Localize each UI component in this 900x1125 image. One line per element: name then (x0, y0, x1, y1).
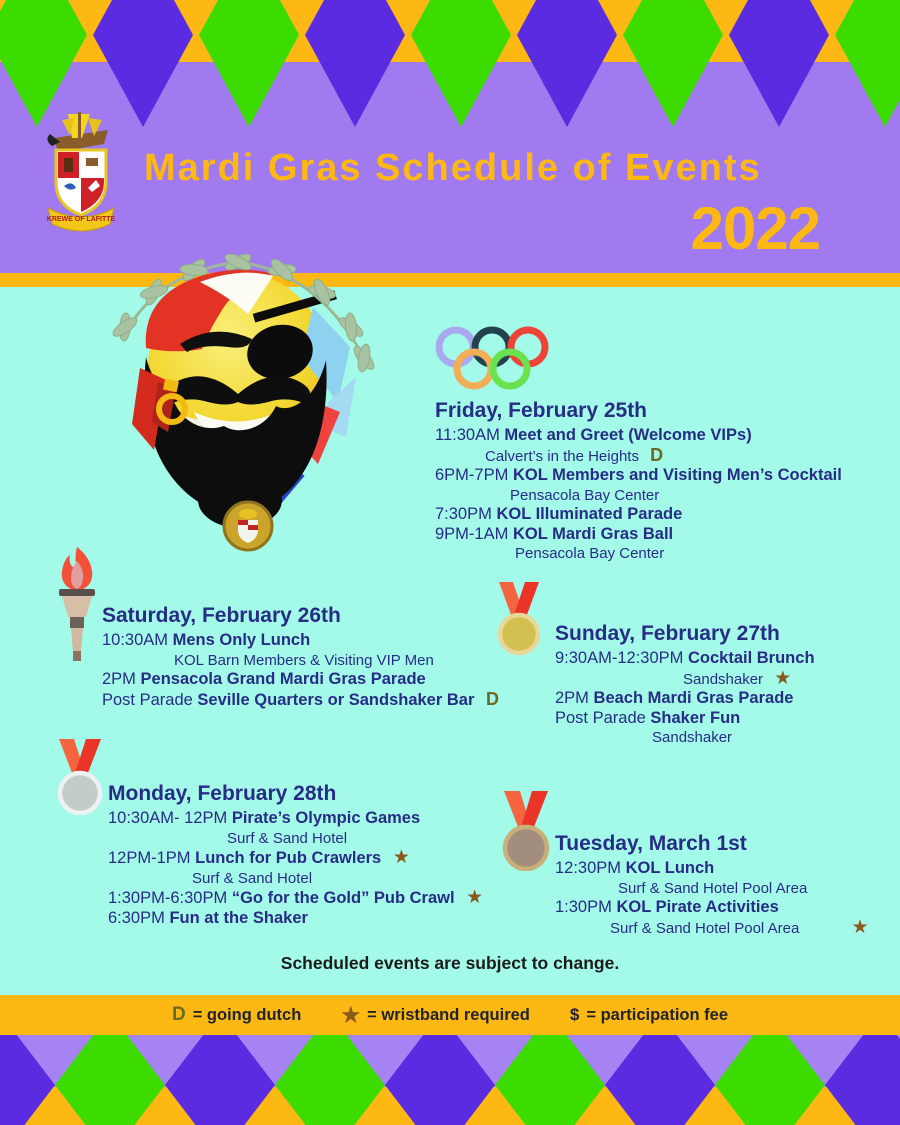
event-location-line (435, 486, 842, 506)
bronze-medal-icon (494, 791, 558, 871)
event-name: Shaker Fun (650, 708, 741, 727)
event-location: Surf & Sand Hotel (227, 829, 348, 847)
event-time: 12PM-1PM (108, 849, 191, 867)
event-time: 12:30PM (555, 859, 622, 877)
event-time: 11:30AM (435, 426, 500, 444)
event-line (108, 909, 483, 929)
event-line (435, 466, 842, 486)
day-title: Tuesday, March 1st (555, 832, 747, 855)
day-block-tuesday (555, 831, 869, 938)
legend-band (0, 995, 900, 1035)
day-title: Saturday, February 26th (102, 604, 341, 627)
going-dutch-symbol: D (171, 1004, 186, 1025)
event-time: 1:30PM (555, 898, 612, 916)
poster-title: Mardi Gras Schedule of Events (144, 147, 762, 189)
wristband-star-icon: ★ (851, 916, 869, 938)
event-name: Seville Quarters or Sandshaker Bar (197, 690, 475, 709)
poster-year: 2022 (690, 195, 820, 262)
event-line (108, 809, 483, 829)
event-line (435, 525, 842, 545)
olympic-rings-icon (435, 323, 550, 395)
legend-item-fee (570, 1005, 728, 1025)
wristband-star-icon: ★ (466, 887, 484, 908)
event-line (555, 649, 815, 669)
legend-text: = going dutch (192, 1005, 302, 1024)
event-name: Pirate’s Olympic Games (231, 809, 421, 827)
event-time: 10:30AM- 12PM (108, 809, 228, 827)
event-line (102, 631, 499, 651)
event-location-line (102, 651, 499, 671)
legend-text: = participation fee (586, 1005, 729, 1024)
event-location-line (555, 879, 869, 899)
day-block-sunday (555, 621, 815, 748)
schedule-note: Scheduled events are subject to change. (280, 953, 620, 973)
event-location-line (555, 669, 815, 690)
event-name: “Go for the Gold” Pub Crawl (231, 889, 455, 907)
event-name: Mens Only Lunch (172, 631, 311, 649)
event-location-line (435, 446, 842, 467)
top-diamond-banner (0, 0, 900, 130)
event-name: Meet and Greet (Welcome VIPs) (504, 426, 752, 444)
event-line (435, 505, 842, 525)
wristband-star-icon: ★ (774, 667, 792, 689)
event-location-line (555, 728, 815, 748)
event-location: Sandshaker (683, 670, 764, 688)
torch-icon (50, 545, 105, 663)
event-location: Surf & Sand Hotel (192, 869, 313, 887)
legend-item-going-dutch (172, 1004, 301, 1026)
event-time: 6:30PM (108, 908, 165, 927)
event-name: Lunch for Pub Crawlers (195, 849, 382, 867)
event-location-line (108, 829, 483, 849)
silver-medal-icon (49, 739, 111, 815)
event-time: 6PM-7PM (435, 466, 509, 484)
event-time: 7:30PM (435, 505, 492, 523)
event-line (555, 709, 815, 729)
crest-banner-text: KREWE OF LAFITTE (46, 216, 116, 223)
day-title: Friday, February 25th (435, 399, 648, 422)
event-location: Pensacola Bay Center (515, 545, 665, 562)
event-time: 10:30AM (102, 631, 169, 649)
pirate-head-illustration (88, 252, 378, 552)
fee-symbol: $ (569, 1005, 580, 1024)
event-time: 2PM (102, 670, 136, 688)
event-location-line (435, 544, 842, 564)
event-name: Beach Mardi Gras Parade (593, 689, 794, 707)
event-name: KOL Lunch (625, 859, 715, 877)
wristband-star-icon: ★ (392, 847, 410, 868)
event-line (555, 859, 869, 879)
event-line (108, 848, 483, 869)
day-block-friday (435, 398, 842, 564)
event-line (108, 888, 483, 909)
event-location: Calvert’s in the Heights (485, 447, 639, 465)
event-line (555, 689, 815, 709)
event-location: Surf & Sand Hotel Pool Area (618, 879, 808, 897)
event-time: 9:30AM-12:30PM (555, 649, 684, 667)
event-location-line (555, 918, 869, 939)
bottom-diamond-banner (0, 1035, 900, 1125)
day-block-monday (108, 781, 483, 928)
event-location-line (108, 869, 483, 889)
event-line (102, 690, 499, 711)
event-time: Post Parade (102, 690, 193, 709)
event-time: Post Parade (555, 708, 646, 727)
krewe-crest-logo (44, 112, 118, 242)
day-block-saturday (102, 603, 499, 710)
event-location: Surf & Sand Hotel Pool Area (610, 919, 800, 937)
event-name: Fun at the Shaker (169, 908, 308, 927)
event-name: KOL Members and Visiting Men’s Cocktail (512, 466, 842, 484)
event-name: KOL Mardi Gras Ball (512, 524, 674, 543)
event-line (435, 426, 842, 446)
event-name: Pensacola Grand Mardi Gras Parade (140, 670, 426, 688)
event-time: 2PM (555, 689, 589, 707)
event-line (102, 670, 499, 690)
event-name: KOL Illuminated Parade (496, 505, 683, 523)
day-title: Sunday, February 27th (555, 622, 780, 645)
legend-text: = wristband required (367, 1005, 530, 1024)
event-name: KOL Pirate Activities (616, 898, 779, 916)
event-time: 1:30PM-6:30PM (108, 889, 228, 907)
event-name: Cocktail Brunch (688, 649, 815, 667)
event-location: Sandshaker (652, 729, 733, 746)
event-time: 9PM-1AM (435, 524, 509, 543)
event-location: Pensacola Bay Center (510, 486, 660, 504)
going-dutch-badge: D (650, 444, 664, 465)
event-location: KOL Barn Members & Visiting VIP Men (174, 651, 434, 669)
wristband-star-icon: ★ (341, 1003, 361, 1027)
day-title: Monday, February 28th (108, 782, 337, 805)
legend-item-wristband (341, 1003, 530, 1028)
going-dutch-badge: D (485, 688, 499, 709)
event-line (555, 898, 869, 918)
